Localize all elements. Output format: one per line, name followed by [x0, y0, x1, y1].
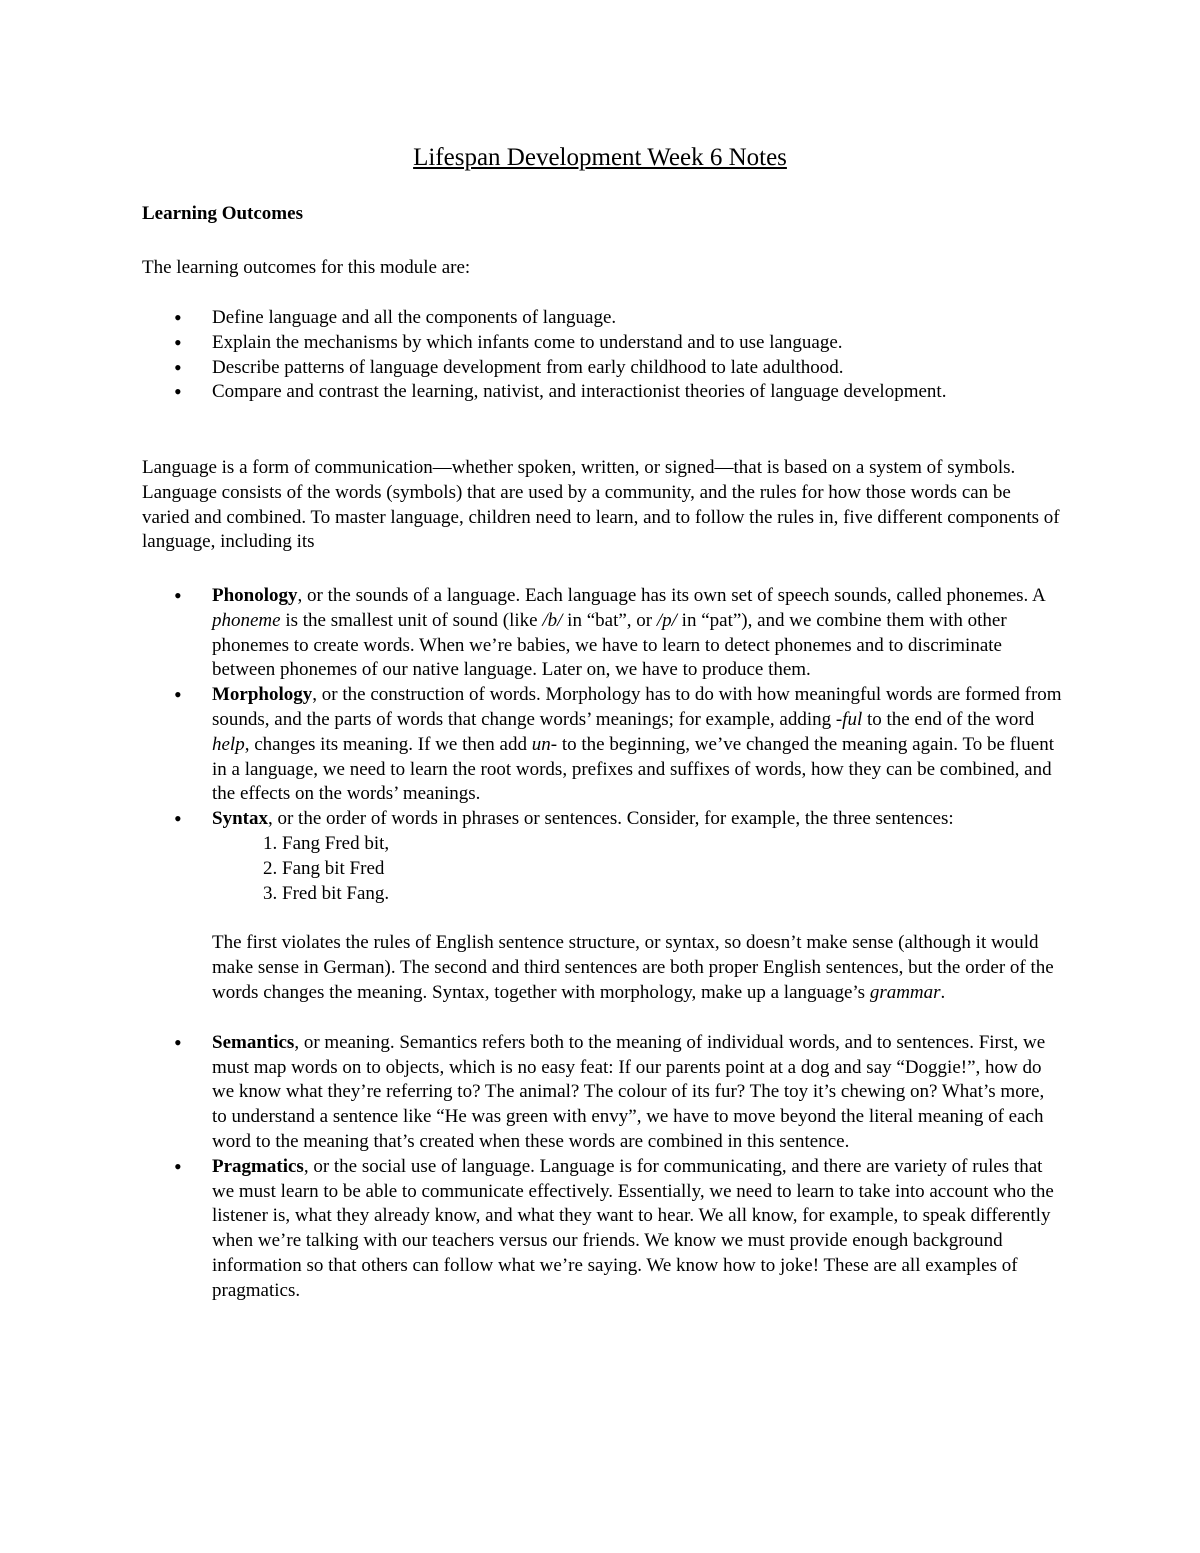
component-term: Morphology: [212, 684, 313, 706]
list-item: • Describe patterns of language development from early childhood to late adulthood.: [142, 356, 1102, 381]
component-phonology: [142, 584, 1062, 683]
component-text: in “bat”, or: [562, 609, 657, 631]
italic-term: un-: [531, 733, 558, 755]
syntax-text: The first violates the rules of English sentence structure, or syntax, so doesn’t make sense (although it would make sense in German). The second and third sentences are both proper English sentences, but the order of the words changes the meaning. Syntax, together with morphology, make up a language’s: [212, 932, 1054, 1003]
component-morphology: [142, 683, 1062, 807]
language-components-list: [142, 584, 1062, 1304]
list-item: • Define language and all the components of language.: [142, 306, 1102, 331]
component-term: Pragmatics: [212, 1155, 304, 1177]
italic-term: grammar: [869, 981, 941, 1003]
list-item: • Compare and contrast the learning, nativist, and interactionist theories of language development.: [142, 380, 1102, 405]
component-text: , changes its meaning. If we then add: [244, 733, 532, 755]
component-term: Syntax: [212, 808, 268, 830]
italic-term: help: [212, 733, 245, 755]
component-text: is the smallest unit of sound (like: [280, 609, 543, 631]
component-text: , or the order of words in phrases or sentences. Consider, for example, the three sentences:: [267, 808, 954, 830]
component-term: Phonology: [212, 585, 298, 606]
syntax-text: .: [940, 981, 946, 1003]
syntax-example: 3. Fred bit Fang.: [282, 882, 1062, 907]
component-text: , or the sounds of a language. Each language has its own set of speech sounds, called phonemes. A: [297, 585, 1045, 606]
component-pragmatics: [142, 1155, 1062, 1304]
component-text: , or the social use of language. Language is for communicating, and there are variety of rules that we must learn to be able to communicate effectively. Essentially, we need to learn to take into account who the listener is, what they already know, and what they want to hear. We all know, for example, to speak differently when we’re talking with our teachers versus our friends. We know we must provide enough background information so that others can follow what we’re saying. We know how to joke! These are all examples of pragmatics.: [212, 1155, 1054, 1301]
component-text: to the beginning, we’ve changed the meaning again. To be fluent in a language, we need to learn the root words, prefixes and suffixes of words, how they can be combined, and the effects on the words’ meanings.: [212, 733, 1054, 805]
component-text: in “pat”), and we combine them with other phonemes to create words. When we’re babies, we have to learn to detect phonemes and to discriminate between phonemes of our native language. Later on, we have to produce them.: [212, 609, 1007, 681]
language-definition-paragraph: Language is a form of communication—whether spoken, written, or signed—that is based on a system of symbols. Language consists of the words (symbols) that are used by a community, and the rules for how those words can be varied and combined. To master language, children need to learn, and to follow the rules in, five different components of language, including its: [142, 457, 1060, 553]
learning-outcomes-heading: Learning Outcomes: [142, 203, 303, 224]
syntax-example: 2. Fang bit Fred: [282, 857, 1062, 882]
component-text: , or meaning. Semantics refers both to the meaning of individual words, and to sentences. First, we must map words on to objects, which is no easy feat: If our parents point at a dog and say “Doggie!”, how do we know what they’re referring to? The animal? The colour of its fur? The toy it’s chewing on? What’s more, to understand a sentence like “He was green with envy”, we have to move beyond the literal meaning of each word to the meaning that’s created when these words are combined in this sentence.: [212, 1031, 1046, 1152]
document-title: Lifespan Development Week 6 Notes: [413, 144, 787, 171]
component-text: to the end of the word: [862, 708, 1035, 730]
syntax-examples-list: [212, 832, 1062, 906]
list-item: • Explain the mechanisms by which infants come to understand and to use language.: [142, 331, 1102, 356]
component-term: Semantics: [212, 1031, 295, 1053]
learning-outcomes-list: [142, 306, 1102, 405]
learning-outcomes-intro: The learning outcomes for this module are:: [142, 257, 471, 278]
component-syntax: [142, 807, 1062, 1006]
component-text: , or the construction of words. Morphology has to do with how meaningful words are formed from sounds, and the parts of words that change words’ meanings; for example, adding: [212, 684, 1062, 730]
syntax-example: 1. Fang Fred bit,: [282, 832, 1062, 857]
italic-term: -ful: [835, 708, 863, 730]
syntax-explanation: [212, 931, 1062, 1005]
italic-term: phoneme: [212, 609, 281, 631]
italic-term: /b/: [542, 609, 563, 631]
component-semantics: [142, 1031, 1062, 1155]
italic-term: /p/: [656, 609, 677, 631]
